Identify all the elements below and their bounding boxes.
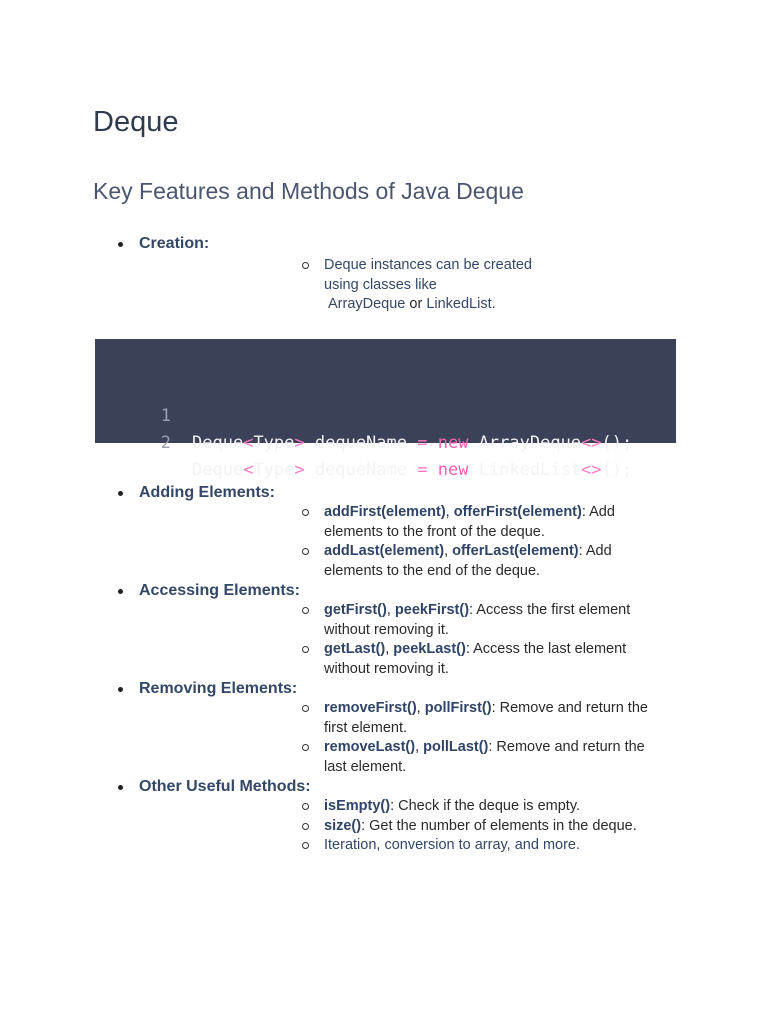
section-heading: Key Features and Methods of Java Deque <box>93 178 524 204</box>
bullet-removing-elements <box>0 679 768 777</box>
creation-text: Deque instances can be created using classes like <box>324 257 532 293</box>
line-number: 2 <box>160 433 171 453</box>
sub-bullet-item: size(): Get the number of elements in the deque. <box>139 817 768 837</box>
sub-bullet-item: Iteration, conversion to array, and more. <box>139 836 768 856</box>
line-number: 1 <box>160 406 171 426</box>
sub-bullet-creation <box>139 256 768 315</box>
sub-bullet-item: removeLast(), pollLast(): Remove and return the last element. <box>139 738 768 777</box>
creation-list <box>0 234 768 315</box>
sub-bullet-item: getFirst(), peekFirst(): Access the first element without removing it. <box>139 601 768 640</box>
text-period: . <box>491 296 496 312</box>
class-linkedlist: LinkedList <box>426 296 492 312</box>
creation-sublist <box>139 256 768 315</box>
sub-bullet-item: removeFirst(), pollFirst(): Remove and return the first element. <box>139 699 768 738</box>
class-arraydeque: ArrayDeque <box>328 296 406 312</box>
code-text: Deque<Type> dequeName = new ArrayDeque<>(); <box>192 433 633 453</box>
other-sublist <box>139 797 768 856</box>
sub-bullet-item: isEmpty(): Check if the deque is empty. <box>139 797 768 817</box>
bullet-heading: Removing Elements: <box>139 680 298 697</box>
code-text: Deque<Type> dequeName = new LinkedList<>(); <box>192 460 633 480</box>
bullet-heading: Accessing Elements: <box>139 582 300 599</box>
bullet-heading: Other Useful Methods: <box>139 778 311 795</box>
adding-sublist <box>139 503 768 581</box>
bullet-heading: Adding Elements: <box>139 484 276 501</box>
sub-bullet-item: addFirst(element), offerFirst(element): Add elements to the front of the deque. <box>139 503 768 542</box>
page-title: Deque <box>93 106 179 138</box>
bullet-heading: Creation: <box>139 235 210 252</box>
code-line-1 <box>95 376 633 453</box>
bullet-creation <box>0 234 768 315</box>
sub-bullet-item: getLast(), peekLast(): Access the last element without removing it. <box>139 640 768 679</box>
accessing-sublist <box>139 601 768 679</box>
methods-list <box>0 483 768 856</box>
bullet-adding-elements <box>0 483 768 581</box>
bullet-accessing-elements <box>0 581 768 679</box>
code-block <box>95 339 676 480</box>
text-or: or <box>405 296 427 312</box>
removing-sublist <box>139 699 768 777</box>
sub-bullet-item: addLast(element), offerLast(element): Add elements to the end of the deque. <box>139 542 768 581</box>
bullet-other-methods <box>0 777 768 856</box>
